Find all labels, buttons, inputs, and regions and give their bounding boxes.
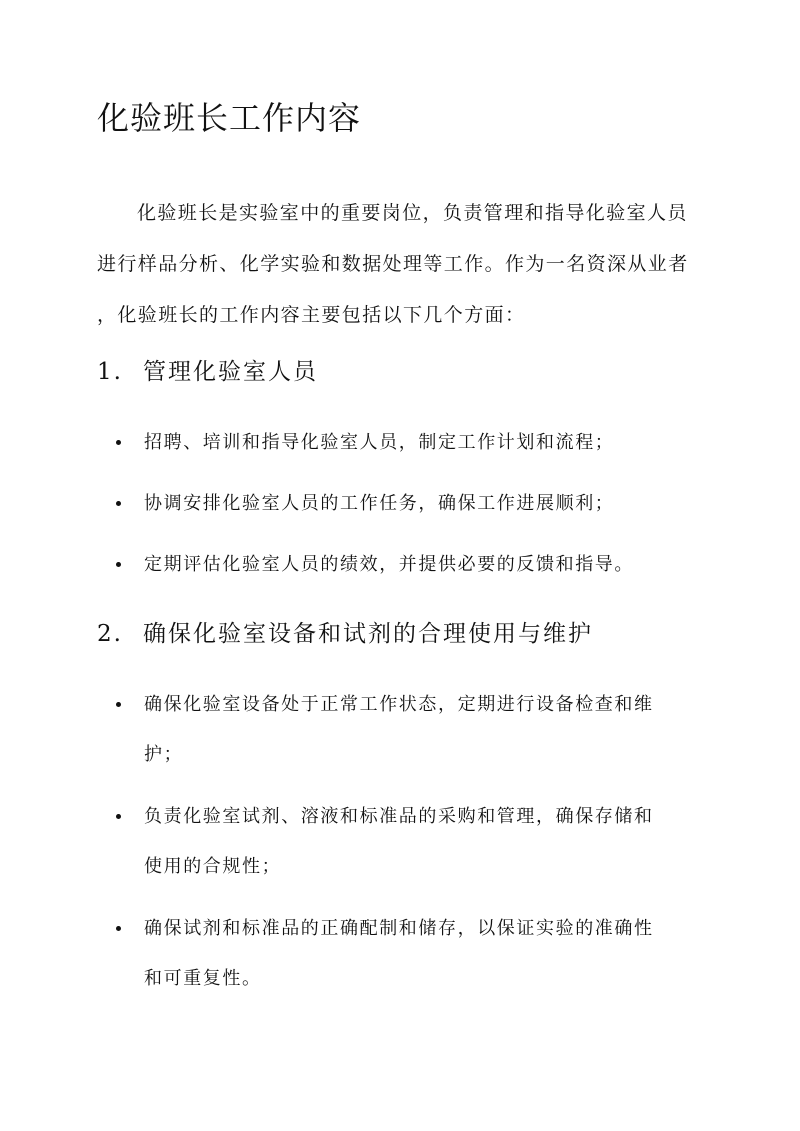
section-title: 管理化验室人员 [143, 359, 318, 385]
bullet-icon [116, 440, 121, 445]
section-2-bullet-list [97, 680, 717, 1004]
list-item [97, 792, 717, 892]
intro-line: 进行样品分析、化学实验和数据处理等工作。作为一名资深从业者 [97, 253, 689, 275]
intro-paragraph [97, 188, 705, 341]
list-item-text: 招聘、培训和指导化验室人员，制定工作计划和流程； [144, 432, 615, 453]
list-item-text: 护； [144, 744, 184, 765]
bullet-icon [116, 814, 121, 819]
bullet-icon [116, 501, 121, 506]
section-number: 2. [97, 621, 123, 647]
section-heading-1 [97, 356, 318, 388]
list-item-text: 确保试剂和标准品的正确配制和储存，以保证实验的准确性 [144, 918, 654, 939]
intro-line: ，化验班长的工作内容主要包括以下几个方面： [97, 304, 526, 326]
bullet-icon [116, 926, 121, 931]
intro-line: 化验班长是实验室中的重要岗位，负责管理和指导化验室人员 [137, 202, 688, 224]
list-item-text: 确保化验室设备处于正常工作状态，定期进行设备检查和维 [144, 694, 654, 715]
section-1-bullet-list [97, 418, 717, 590]
list-item-text: 定期评估化验室人员的绩效，并提供必要的反馈和指导。 [144, 554, 634, 575]
section-number: 1. [97, 359, 123, 385]
document-title: 化验班长工作内容 [97, 99, 362, 137]
list-item [97, 479, 717, 529]
list-item [97, 418, 717, 468]
list-item [97, 680, 717, 780]
section-title: 确保化验室设备和试剂的合理使用与维护 [143, 621, 593, 647]
list-item-text: 负责化验室试剂、溶液和标准品的采购和管理，确保存储和 [144, 806, 654, 827]
bullet-icon [116, 702, 121, 707]
list-item [97, 904, 717, 1004]
list-item [97, 540, 717, 590]
list-item-text: 使用的合规性； [144, 856, 282, 877]
section-heading-2 [97, 618, 593, 650]
bullet-icon [116, 562, 121, 567]
list-item-text: 和可重复性。 [144, 968, 262, 989]
list-item-text: 协调安排化验室人员的工作任务，确保工作进展顺利； [144, 493, 615, 514]
